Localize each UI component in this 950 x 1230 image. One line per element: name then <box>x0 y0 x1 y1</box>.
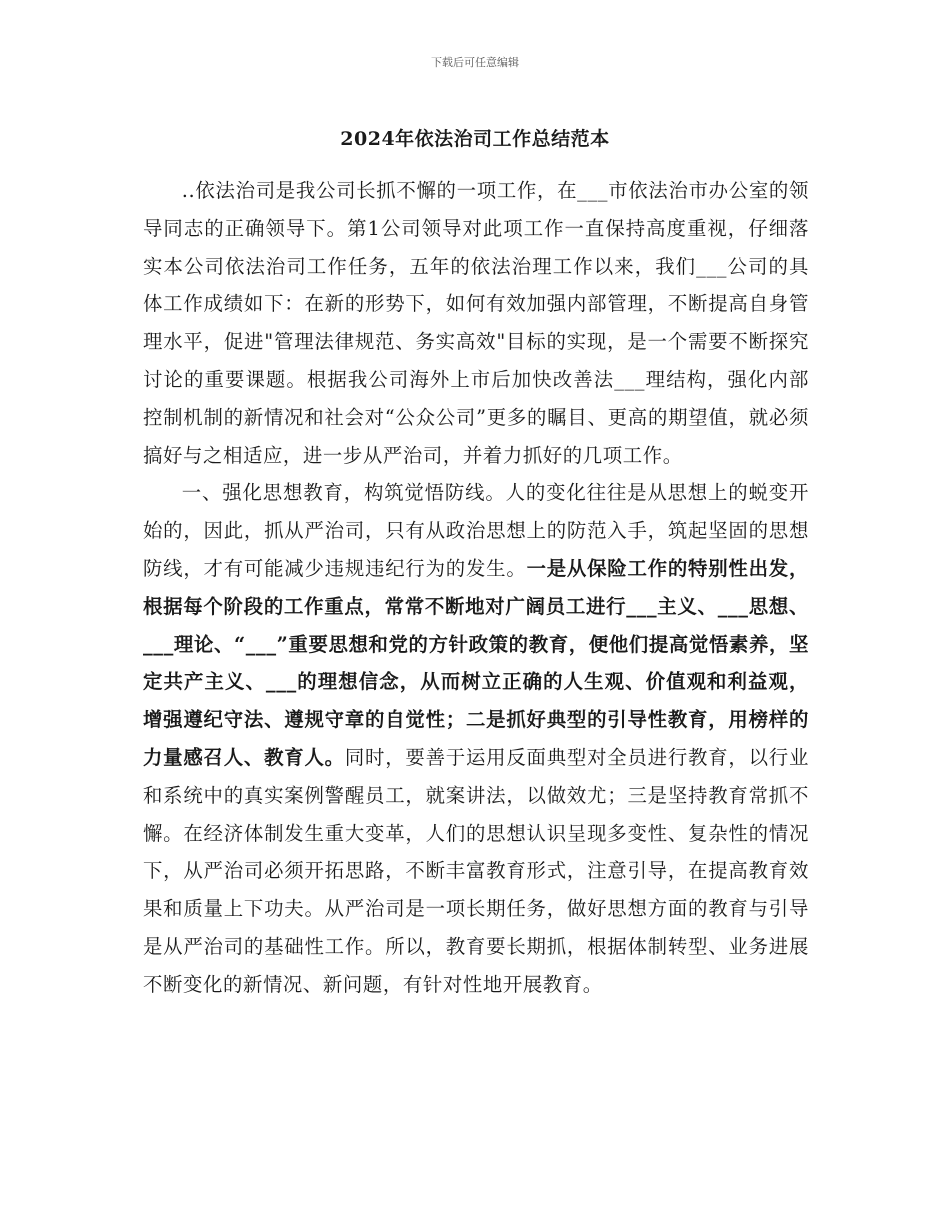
page-header-note: 下载后可任意编辑 <box>431 56 519 69</box>
paragraph-text: 同时，要善于运用反面典型对全员进行教育，以行业和系统中的真实案例警醒员工，就案讲法，以做效尤；三是坚持教育常抓不懈。在经济体制发生重大变革，人们的思想认识呈现多变性、复杂性的情况下，从严治司必须开拓思路，不断丰富教育形式，注意引导，在提高教育效果和质量上下功夫。从严治司是一项长期任务，做好思想方面的教育与引导是从严治司的基础性工作。所以，教育要长期抓，根据体制转型、业务进展不断变化的新情况、新问题，有针对性地开展教育。 <box>143 745 809 996</box>
paragraph-text: 一、强化思想教育，构筑觉悟防线。人的变化往往是从思想上的蜕变开始的，因此，抓从严治司，只有从政治思想上的防范入手，筑起坚固的思想防线，才有可能减少违规违纪行为的发生。 <box>143 481 809 580</box>
paragraph-text: ..依法治司是我公司长抓不懈的一项工作，在___市依法治市办公室的领导同志的正确领导下。第1公司领导对此项工作一直保持高度重视，仔细落实本公司依法治司工作任务，五年的依法治理工作以来，我们___公司的具体工作成绩如下：在新的形势下，如何有效加强内部管理，不断提高自身管理水平，促进"管理法律规范、务实高效"目标的实现，是一个需要不断探究讨论的重要课题。根据我公司海外上市后加快改善法___理结构，强化内部控制机制的新情况和社会对“公众公司”更多的瞩目、更高的期望值，就必须搞好与之相适应，进一步从严治司，并着力抓好的几项工作。 <box>143 179 809 467</box>
document-body <box>143 172 809 1004</box>
paragraph-text-bold: 一是从保险工作的特别性出发，根据每个阶段的工作重点，常常不断地对广阔员工进行___主义、___思想、___理论、“___”重要思想和党的方针政策的教育，便他们提高觉悟素养，坚定共产主义、___的理想信念，从而树立正确的人生观、价值观和利益观，增强遵纪守法、遵规守章的自觉性；二是抓好典型的引导性教育，用榜样的力量感召人、教育人。 <box>143 556 809 769</box>
document-title: 2024年依法治司工作总结范本 <box>340 128 610 150</box>
paragraph-section-one <box>143 474 809 1003</box>
paragraph-intro <box>143 172 809 474</box>
